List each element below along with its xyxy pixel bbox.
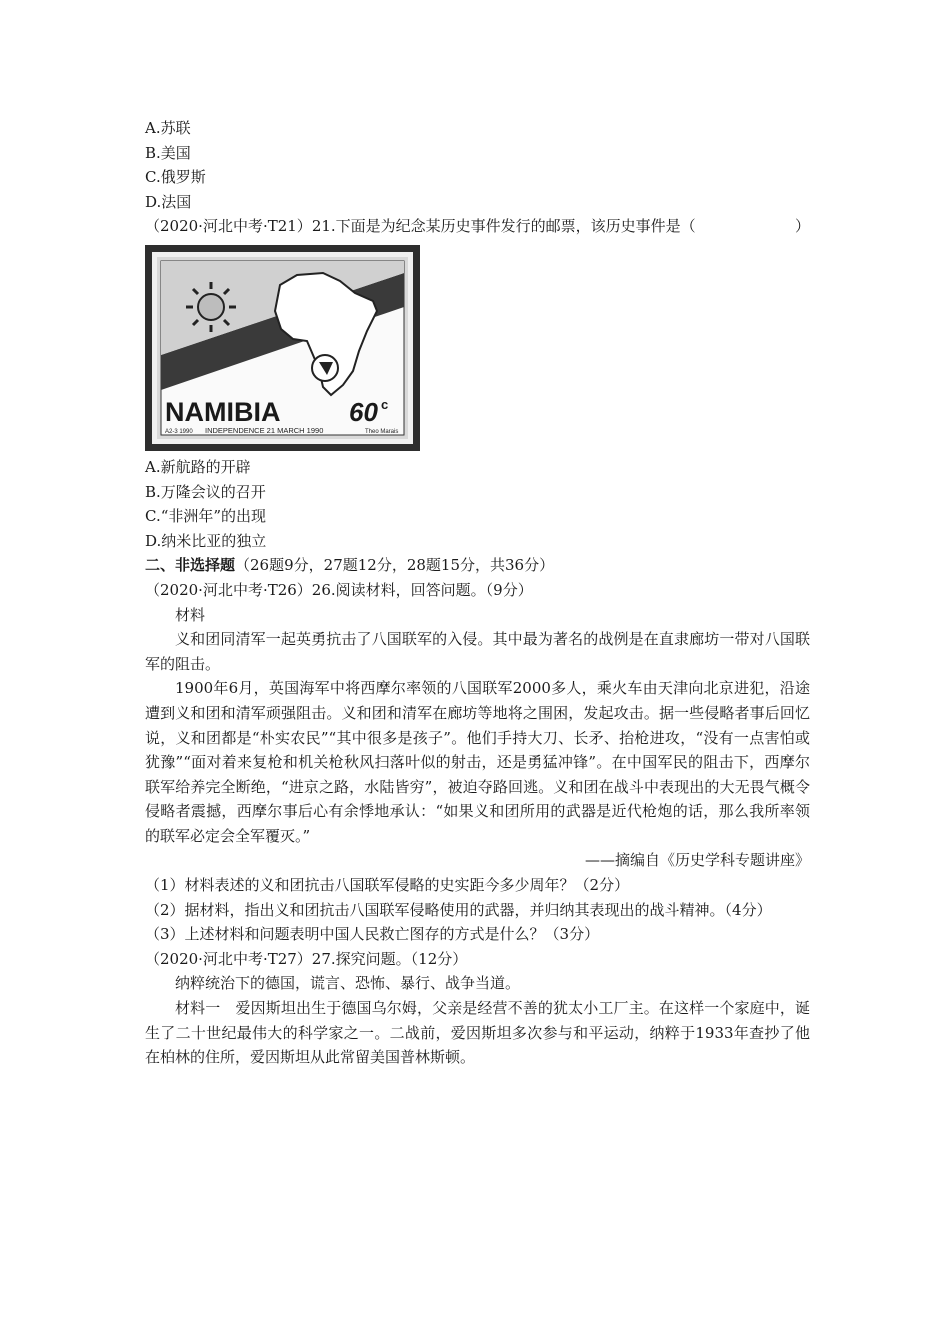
option-d: D.法国 bbox=[145, 192, 192, 211]
stamp-caption-right: Theo Marais bbox=[365, 428, 399, 435]
document-body bbox=[145, 116, 810, 1070]
question-21 bbox=[145, 214, 810, 239]
q21-option-a: A.新航路的开辟 bbox=[145, 457, 251, 476]
q26-question-1: （1）材料表述的义和团抗击八国联军侵略的史实距今多少周年？（2分） bbox=[145, 876, 630, 895]
q26-paragraph-1: 义和团同清军一起英勇抗击了八国联军的入侵。其中最为著名的战例是在直隶廊坊一带对八国联军的阻击。 bbox=[145, 630, 810, 673]
section-title: 二、非选择题 bbox=[145, 556, 236, 575]
question-source: （2020·河北中考·T21） bbox=[145, 217, 312, 236]
q27-intro: 纳粹统治下的德国，谎言、恐怖、暴行、战争当道。 bbox=[175, 974, 521, 993]
q26-paragraph-2: 1900年6月，英国海军中将西摩尔率领的八国联军2000多人，乘火车由天津向北京进犯，沿途遭到义和团和清军顽强阻击。义和团和清军在廊坊等地将之围困，发起攻击。据一些侵略者事后回忆说，义和团都是“朴实农民”“其中很多是孩子”。他们手持大刀、长矛、抬枪进攻，“没有一点害怕或犹豫”“面对着来复枪和机关枪秋风扫落叶似的射击，还是勇猛冲锋”。在中国军民的阻击下，西摩尔联军给养完全断绝，“进京之路，水陆皆穷”，被迫夺路回逃。义和团在战斗中表现出的大无畏气概令侵略者震撼，西摩尔事后心有余悸地承认：“如果义和团所用的武器是近代枪炮的话，那么我所率领的联军必定会全军覆灭。” bbox=[145, 679, 810, 845]
question-26-header: （2020·河北中考·T26）26.阅读材料，回答问题。（9分） bbox=[145, 580, 533, 599]
question-text: 21.下面是为纪念某历史事件发行的邮票，该历史事件是（ bbox=[311, 217, 696, 236]
stamp-value-unit: c bbox=[381, 396, 389, 412]
q21-option-b: B.万隆会议的召开 bbox=[145, 482, 266, 501]
stamp-graphic bbox=[145, 245, 420, 451]
option-c: C.俄罗斯 bbox=[145, 168, 206, 187]
stamp-country: NAMIBIA bbox=[165, 396, 281, 427]
stamp-caption-center: INDEPENDENCE 21 MARCH 1990 bbox=[205, 425, 324, 435]
q27-material-1: 材料一 爱因斯坦出生于德国乌尔姆，父亲是经营不善的犹太小工厂主。在这样一个家庭中，诞生了二十世纪最伟大的科学家之一。二战前，爱因斯坦多次参与和平运动，纳粹于1933年查抄了他在柏林的住所，爱因斯坦从此常留美国普林斯顿。 bbox=[145, 999, 810, 1067]
material-label: 材料 bbox=[175, 605, 206, 624]
question-27-header: （2020·河北中考·T27）27.探究问题。（12分） bbox=[145, 949, 468, 968]
namibia-stamp-image bbox=[145, 245, 420, 451]
stamp-value: 60 bbox=[349, 396, 378, 427]
q21-option-d: D.纳米比亚的独立 bbox=[145, 531, 267, 550]
stamp-caption-left: A2-3 1990 bbox=[165, 428, 193, 435]
q26-question-2: （2）据材料，指出义和团抗击八国联军侵略使用的武器，并归纳其表现出的战斗精神。（4分） bbox=[145, 900, 772, 919]
sun-icon bbox=[198, 294, 224, 320]
material-source: ——摘编自《历史学科专题讲座》 bbox=[584, 851, 810, 870]
option-a: A.苏联 bbox=[145, 119, 191, 137]
q21-option-c: C.“非洲年”的出现 bbox=[145, 507, 267, 526]
section-note: （26题9分，27题12分，28题15分，共36分） bbox=[235, 556, 555, 575]
q26-question-3: （3）上述材料和问题表明中国人民救亡图存的方式是什么？（3分） bbox=[145, 925, 600, 944]
section-2-heading bbox=[145, 553, 810, 578]
option-b: B.美国 bbox=[145, 143, 191, 162]
answer-blank-close: ） bbox=[794, 217, 810, 236]
